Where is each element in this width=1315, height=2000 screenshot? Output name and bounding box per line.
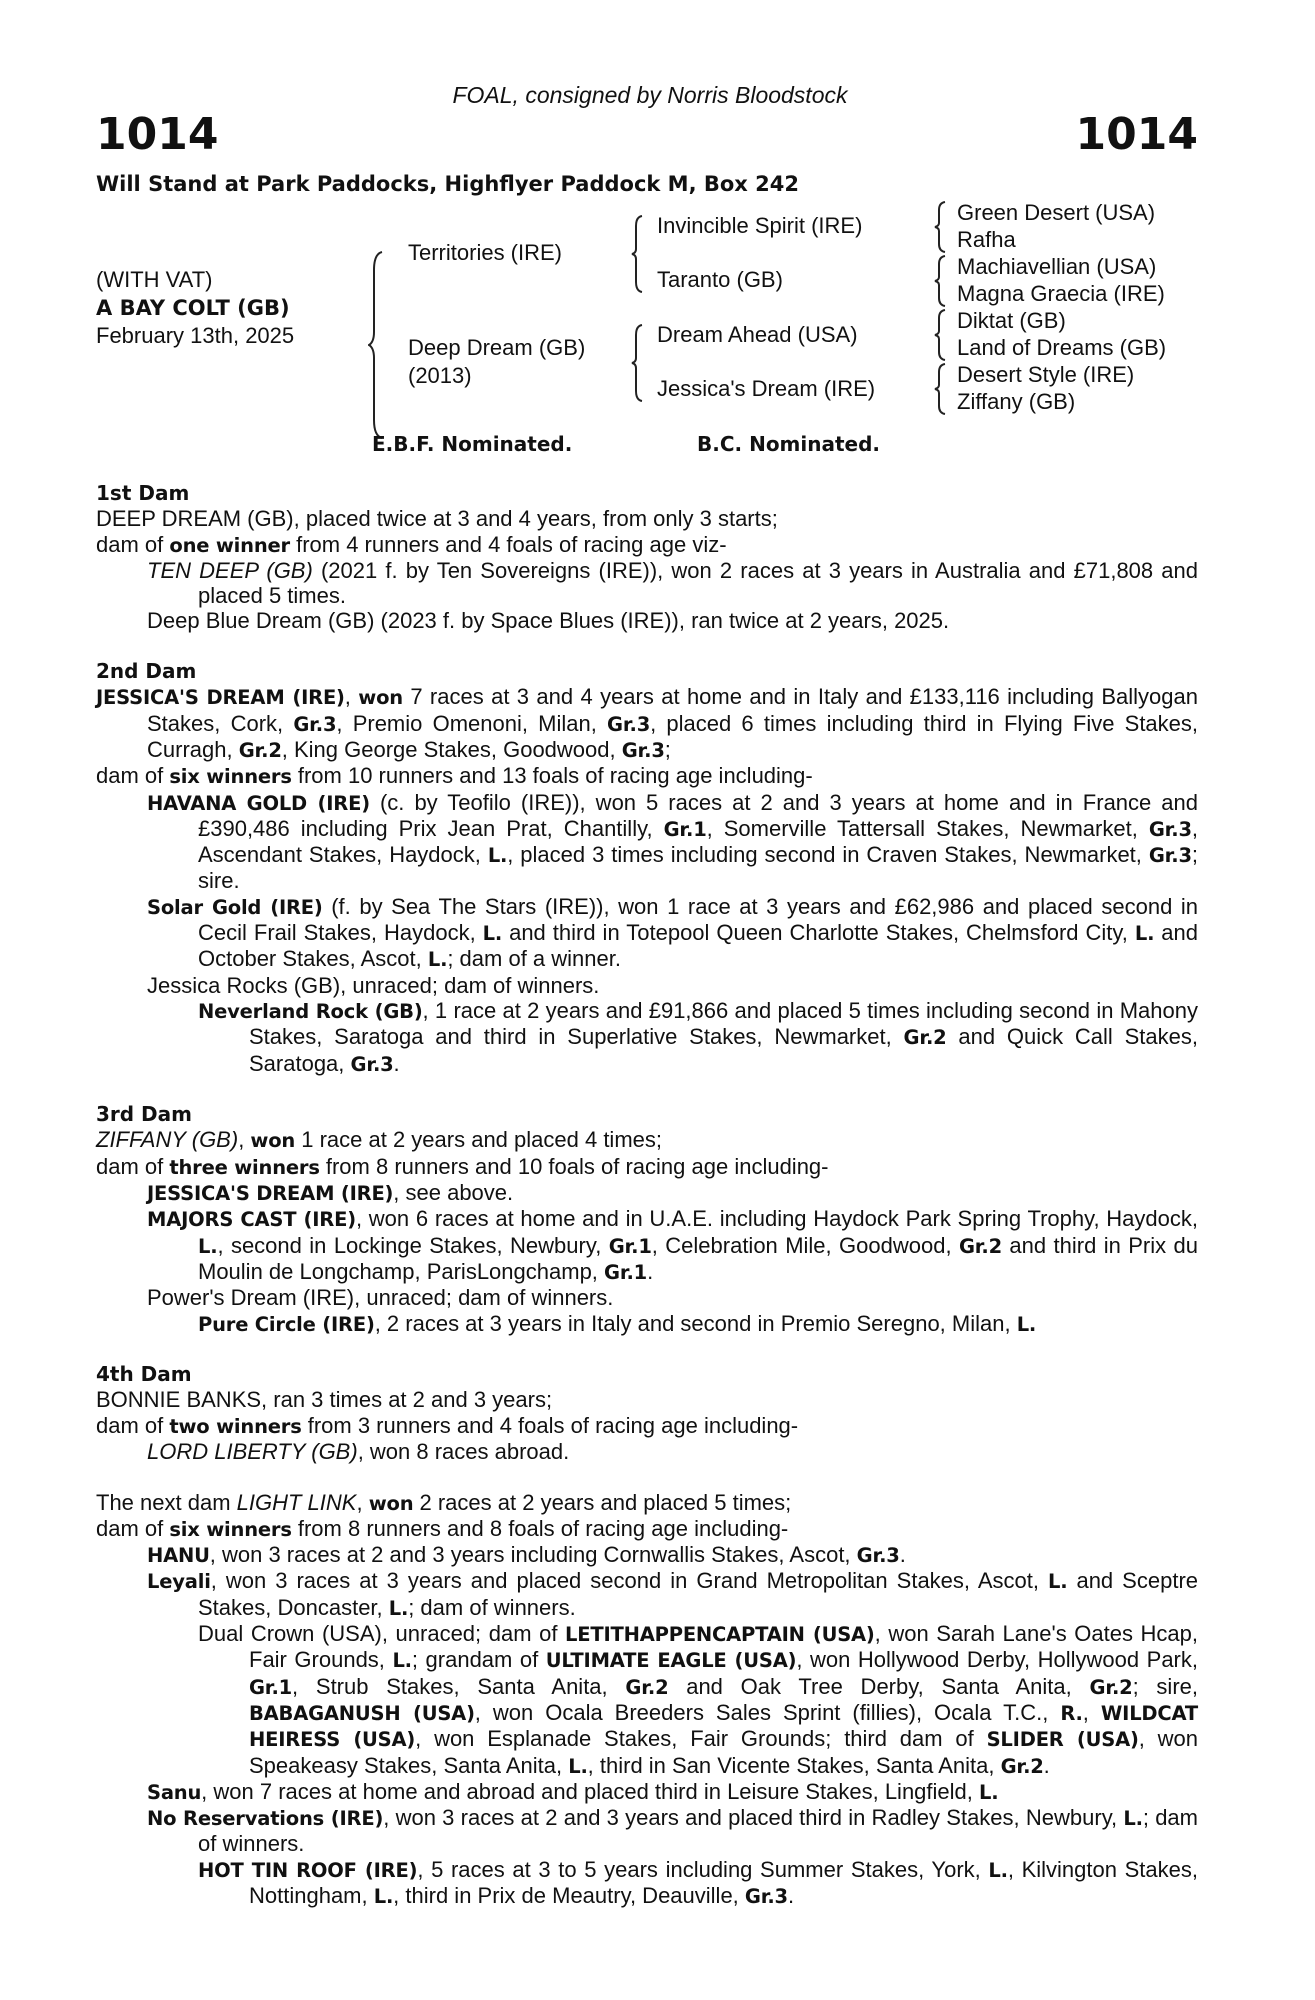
text: dam of — [96, 1153, 170, 1179]
text: , won 6 races at home and in U.A.E. including Haydock Park Spring Trophy, Haydock, — [355, 1206, 1199, 1232]
bold-text: L. — [198, 1234, 218, 1258]
produce-record — [96, 1154, 1198, 1180]
produce-record — [96, 1621, 1198, 1779]
bold-text: Sanu — [147, 1780, 202, 1804]
ancestor-gen4: Rafha — [957, 227, 1016, 252]
text: DEEP DREAM (GB), placed twice at 3 and 4 years, from only 3 starts; — [96, 506, 778, 532]
bold-text: six winners — [169, 765, 292, 789]
text: from 8 runners and 8 foals of racing age including- — [291, 1515, 789, 1541]
text: ; dam of winners. — [198, 1805, 1198, 1857]
bold-text: ULTIMATE EAGLE (USA) — [545, 1649, 797, 1673]
bold-text: L. — [568, 1754, 588, 1778]
ebf-nomination: E.B.F. Nominated. — [372, 432, 573, 456]
bold-text: HANU — [147, 1544, 210, 1568]
text: dam of — [96, 1515, 170, 1541]
bold-text: L. — [392, 1649, 412, 1673]
bold-text: Neverland Rock (GB) — [198, 999, 423, 1023]
pedigree-brace — [933, 362, 949, 416]
produce-record — [96, 763, 1198, 789]
text: Jessica Rocks (GB), unraced; dam of winners. — [147, 972, 600, 998]
text: . — [393, 1050, 400, 1076]
text: and Quick Call Stakes, Saratoga, — [249, 1024, 1198, 1076]
text: (c. by Teofilo (IRE)), won 5 races at 2 and 3 years at home and in France and £390,486 including Prix Jean Prat, Chantilly, — [198, 789, 1198, 841]
bold-text: JESSICA'S DREAM (IRE) — [96, 686, 345, 710]
text: , Celebration Mile, Goodwood, — [651, 1232, 959, 1258]
granddam: Taranto (GB) — [657, 267, 783, 292]
bold-text: L. — [988, 1858, 1008, 1882]
bold-text: R. — [1060, 1701, 1083, 1725]
produce-record — [96, 506, 1198, 531]
text: 1 race at 2 years and placed 4 times; — [295, 1127, 662, 1153]
text: and third in Totepool Queen Charlotte Stakes, Chelmsford City, — [502, 920, 1135, 946]
bold-text: HOT TIN ROOF (IRE) — [198, 1858, 418, 1882]
grandsire: Invincible Spirit (IRE) — [657, 213, 863, 238]
section-heading: 4th Dam — [96, 1362, 192, 1387]
text: , third in San Vicente Stakes, Santa Anita, — [587, 1752, 1001, 1778]
text: 2 races at 2 years and placed 5 times; — [413, 1489, 792, 1515]
text: (f. by Sea The Stars (IRE)), won 1 race at 3 years and £62,986 and placed second in Cecil Frail Stakes, Haydock, — [198, 893, 1198, 946]
produce-record — [96, 684, 1198, 763]
produce-record — [96, 1413, 1198, 1439]
bold-text: Gr.3 — [856, 1544, 900, 1568]
text: Deep Blue Dream (GB) (2023 f. by Space Blues (IRE)), ran twice at 2 years, 2025. — [147, 608, 950, 634]
text: . — [1043, 1752, 1050, 1778]
produce-record — [96, 532, 1198, 558]
bold-text: LETITHAPPENCAPTAIN (USA) — [565, 1623, 875, 1647]
lot-number-left: 1014 — [96, 109, 219, 160]
text: and third in Prix du Moulin de Longchamp, ParisLongchamp, — [198, 1232, 1198, 1284]
produce-record — [96, 1857, 1198, 1910]
bold-text: Gr.3 — [350, 1052, 394, 1076]
lot-name: A BAY COLT (GB) — [96, 296, 290, 320]
bold-text: WILDCAT HEIRESS (USA) — [249, 1701, 1198, 1752]
text: , won 3 races at 2 and 3 years and placed third in Radley Stakes, Newbury, — [383, 1805, 1124, 1831]
text: , Somerville Tattersall Stakes, Newmarket, — [706, 815, 1149, 841]
text: , placed 3 times including second in Craven Stakes, Newmarket, — [507, 842, 1149, 868]
text: , Strub Stakes, Santa Anita, — [292, 1673, 626, 1699]
italic-text: TEN DEEP (GB) — [147, 557, 313, 583]
text: , won 8 races abroad. — [357, 1438, 570, 1464]
text: , King George Stakes, Goodwood, — [281, 736, 622, 762]
section-heading: 1st Dam — [96, 481, 190, 505]
grandsire: Dream Ahead (USA) — [657, 322, 858, 347]
text: , second in Lockinge Stakes, Newbury, — [217, 1232, 609, 1258]
text: and Sceptre Stakes, Doncaster, — [198, 1568, 1199, 1620]
ancestor-gen4: Ziffany (GB) — [957, 389, 1076, 414]
bold-text: L. — [979, 1780, 999, 1804]
bold-text: won — [368, 1491, 414, 1515]
bold-text: Gr.3 — [1148, 844, 1192, 868]
produce-record — [96, 1387, 1198, 1412]
produce-record — [96, 790, 1198, 894]
section-heading: 3rd Dam — [96, 1102, 192, 1127]
bold-text: Gr.1 — [608, 1234, 652, 1258]
text: , won Esplanade Stakes, Fair Grounds; third dam of — [415, 1726, 987, 1752]
pedigree-brace — [630, 214, 646, 294]
dam-year: (2013) — [408, 363, 472, 388]
dam-section — [96, 1490, 1198, 1910]
ancestor-gen4: Desert Style (IRE) — [957, 362, 1135, 387]
produce-record — [96, 558, 1198, 609]
pedigree-brace — [933, 200, 949, 254]
ancestor-gen4: Land of Dreams (GB) — [957, 335, 1167, 360]
bold-text: No Reservations (IRE) — [147, 1807, 384, 1831]
dam-section — [96, 1102, 1198, 1337]
dam: Deep Dream (GB) — [408, 335, 586, 360]
text: ; sire. — [198, 842, 1198, 894]
dam-section — [96, 1362, 1198, 1464]
text: Power's Dream (IRE), unraced; dam of winners. — [147, 1285, 614, 1311]
pedigree-brace — [630, 323, 646, 403]
text: The next dam — [96, 1489, 237, 1515]
produce-record — [96, 1206, 1198, 1285]
lot-number-right: 1014 — [1075, 109, 1198, 160]
produce-record — [96, 973, 1198, 998]
bold-text: L. — [1123, 1807, 1143, 1831]
bold-text: Gr.3 — [1148, 817, 1192, 841]
text: ; — [664, 736, 671, 762]
bold-text: JESSICA'S DREAM (IRE) — [147, 1182, 394, 1206]
bold-text: Gr.1 — [249, 1675, 293, 1699]
text: dam of — [96, 531, 170, 557]
text: and October Stakes, Ascot, — [198, 920, 1198, 972]
text: , 1 race at 2 years and £91,866 and placed 5 times including second in Mahony Stakes, Saratoga and third in Superlative Stakes, Newmarket, — [249, 997, 1198, 1050]
text: , Ascendant Stakes, Haydock, — [198, 815, 1198, 868]
bold-text: L. — [388, 1596, 409, 1620]
sire: Territories (IRE) — [408, 240, 563, 265]
ancestor-gen4: Diktat (GB) — [957, 308, 1066, 333]
bold-text: HAVANA GOLD (IRE) — [147, 791, 370, 815]
text: ; dam of a winner. — [447, 946, 621, 972]
text: , see above. — [393, 1180, 514, 1206]
text: , won 3 races at 3 years and placed second in Grand Metropolitan Stakes, Ascot, — [210, 1568, 1048, 1594]
bold-text: Gr.3 — [607, 712, 651, 736]
pedigree-brace — [368, 250, 388, 440]
pedigree-brace — [933, 254, 949, 308]
text: . — [647, 1258, 654, 1284]
text: , — [238, 1127, 251, 1153]
pedigree-catalogue-text — [96, 481, 1198, 1935]
bold-text: L. — [1134, 922, 1155, 946]
produce-record — [96, 1127, 1198, 1153]
bold-text: one winner — [169, 533, 290, 557]
bold-text: Gr.3 — [744, 1885, 788, 1909]
bc-nomination: B.C. Nominated. — [697, 432, 881, 456]
produce-record — [96, 1439, 1198, 1464]
produce-record — [96, 894, 1198, 973]
bold-text: Solar Gold (IRE) — [147, 895, 323, 919]
text: . — [787, 1883, 795, 1909]
ancestor-gen4: Green Desert (USA) — [957, 200, 1156, 225]
bold-text: Gr.2 — [958, 1234, 1002, 1258]
bold-text: Pure Circle (IRE) — [198, 1312, 375, 1336]
text: , won Sarah Lane's Oates Hcap, Fair Grounds, — [249, 1621, 1199, 1673]
granddam: Jessica's Dream (IRE) — [657, 376, 876, 401]
produce-record — [96, 1568, 1198, 1621]
bold-text: Gr.3 — [621, 738, 665, 762]
text: , — [356, 1489, 369, 1515]
bold-text: Gr.2 — [903, 1026, 947, 1050]
bold-text: SLIDER (USA) — [986, 1728, 1139, 1752]
text: , 5 races at 3 to 5 years including Summer Stakes, York, — [417, 1856, 989, 1882]
bold-text: L. — [373, 1885, 394, 1909]
produce-record — [96, 1180, 1198, 1206]
bold-text: Gr.2 — [1089, 1675, 1133, 1699]
bold-text: L. — [1048, 1570, 1068, 1594]
produce-record — [96, 1542, 1198, 1568]
italic-text: ZIFFANY (GB) — [96, 1127, 239, 1153]
bold-text: Gr.2 — [1000, 1754, 1044, 1778]
produce-record — [96, 1805, 1198, 1857]
bold-text: Gr.2 — [238, 738, 282, 762]
text: , won Speakeasy Stakes, Santa Anita, — [249, 1726, 1198, 1778]
text: , — [344, 684, 359, 710]
text: from 3 runners and 4 foals of racing age including- — [301, 1412, 799, 1438]
dam-section — [96, 481, 1198, 634]
foaling-date: February 13th, 2025 — [96, 323, 295, 348]
produce-record — [96, 1285, 1198, 1310]
bold-text: Gr.1 — [604, 1260, 648, 1284]
ancestor-gen4: Machiavellian (USA) — [957, 254, 1157, 279]
produce-record — [96, 1311, 1198, 1337]
text: , — [1082, 1699, 1101, 1725]
stabling-location: Will Stand at Park Paddocks, Highflyer Paddock M, Box 242 — [96, 172, 799, 196]
text: , placed 6 times including third in Flying Five Stakes, Curragh, — [147, 710, 1199, 762]
bold-text: L. — [487, 844, 508, 868]
text: , won 3 races at 2 and 3 years including Cornwallis Stakes, Ascot, — [209, 1542, 857, 1568]
consignor-line: FOAL, consigned by Norris Bloodstock — [452, 82, 848, 108]
produce-record — [96, 1779, 1198, 1805]
bold-text: L. — [427, 948, 448, 972]
bold-text: MAJORS CAST (IRE) — [147, 1208, 356, 1232]
ancestor-gen4: Magna Graecia (IRE) — [957, 281, 1165, 306]
text: ; grandam of — [411, 1647, 546, 1673]
dam-section — [96, 659, 1198, 1077]
italic-text: LIGHT LINK — [236, 1489, 357, 1515]
section-heading: 2nd Dam — [96, 659, 197, 684]
text: , third in Prix de Meautry, Deauville, — [393, 1883, 745, 1909]
text: from 4 runners and 4 foals of racing age viz- — [289, 531, 727, 557]
text: , won Hollywood Derby, Hollywood Park, — [796, 1647, 1198, 1673]
text: from 10 runners and 13 foals of racing age including- — [291, 763, 813, 789]
text: , Premio Omenoni, Milan, — [336, 710, 608, 736]
produce-record — [96, 998, 1198, 1077]
bold-text: two winners — [169, 1414, 302, 1438]
text: , won 7 races at home and abroad and placed third in Leisure Stakes, Lingfield, — [201, 1778, 979, 1804]
bold-text: won — [358, 686, 403, 710]
text: and Oak Tree Derby, Santa Anita, — [668, 1673, 1090, 1699]
bold-text: L. — [1016, 1312, 1037, 1336]
vat-note: (WITH VAT) — [96, 267, 213, 292]
text: dam of — [96, 763, 170, 789]
text: BONNIE BANKS, ran 3 times at 2 and 3 years; — [96, 1387, 553, 1413]
text: ; sire, — [1132, 1673, 1198, 1699]
bold-text: L. — [482, 922, 503, 946]
text: , Kilvington Stakes, Nottingham, — [249, 1856, 1198, 1909]
bold-text: six winners — [169, 1517, 292, 1541]
bold-text: BABAGANUSH (USA) — [249, 1701, 475, 1725]
bold-text: won — [250, 1129, 296, 1153]
bold-text: Leyali — [147, 1570, 211, 1594]
produce-record — [96, 608, 1198, 633]
bold-text: Gr.3 — [293, 712, 337, 736]
bold-text: three winners — [169, 1155, 320, 1179]
text: . — [899, 1542, 906, 1568]
produce-record — [96, 1516, 1198, 1542]
italic-text: LORD LIBERTY (GB) — [147, 1438, 358, 1464]
bold-text: Gr.1 — [663, 817, 707, 841]
produce-record — [96, 1490, 1198, 1516]
bold-text: Gr.2 — [625, 1675, 669, 1699]
text: 7 races at 3 and 4 years at home and in Italy and £133,116 including Ballyogan Stakes, Cork, — [147, 684, 1198, 736]
text: Dual Crown (USA), unraced; dam of — [198, 1621, 566, 1647]
text: , won Ocala Breeders Sales Sprint (fillies), Ocala T.C., — [474, 1699, 1061, 1725]
text: from 8 runners and 10 foals of racing age including- — [319, 1153, 829, 1179]
text: ; dam of winners. — [408, 1594, 576, 1620]
text: , 2 races at 3 years in Italy and second in Premio Seregno, Milan, — [374, 1310, 1017, 1336]
text: dam of — [96, 1412, 170, 1438]
pedigree-brace — [933, 308, 949, 362]
text: (2021 f. by Ten Sovereigns (IRE)), won 2 races at 3 years in Australia and £71,808 and placed 5 times. — [198, 557, 1198, 609]
